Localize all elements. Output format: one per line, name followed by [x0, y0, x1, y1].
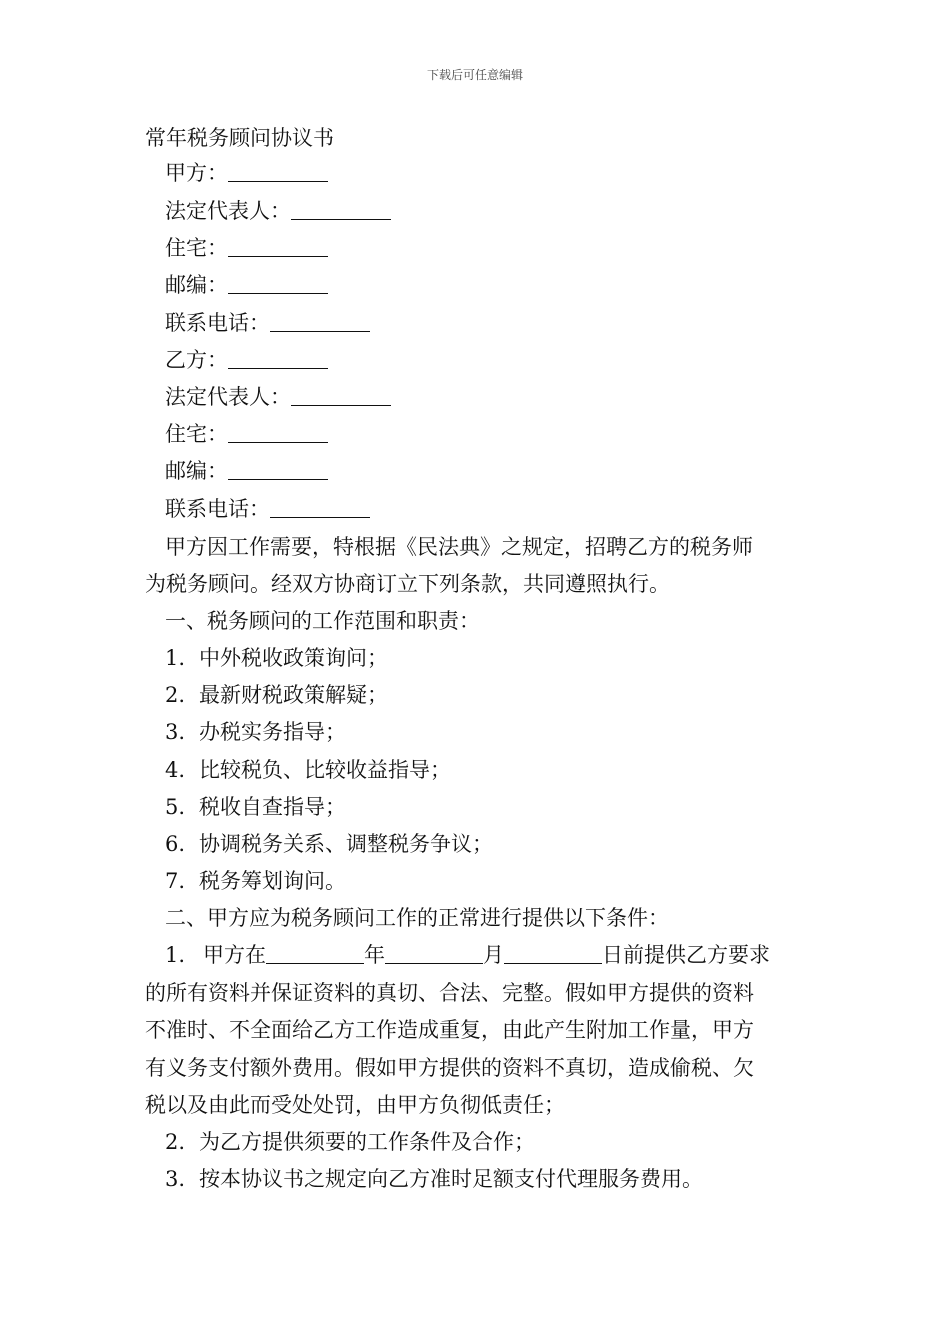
month-label: 月	[483, 943, 504, 967]
section-1-item	[165, 792, 835, 822]
party-a-rep-blank[interactable]	[291, 199, 391, 220]
item-number: 1.	[165, 646, 186, 670]
party-b-label: 乙方：	[165, 348, 228, 372]
item-text: 中外税收政策询问；	[199, 646, 388, 670]
party-a-address-label: 住宅：	[165, 236, 228, 260]
item-text: 最新财税政策解疑；	[199, 683, 388, 707]
item-text: 比较税负、比较收益指导；	[199, 758, 451, 782]
item-text: 税务筹划询问。	[199, 869, 346, 893]
section-2-heading: 二、甲方应为税务顾问工作的正常进行提供以下条件：	[165, 906, 669, 930]
party-b-address-field	[165, 419, 835, 449]
party-a-phone-blank[interactable]	[270, 311, 370, 332]
party-a-address-blank[interactable]	[228, 236, 328, 257]
section-2-item-1	[165, 940, 835, 970]
party-b-phone-field	[165, 494, 835, 524]
party-a-label: 甲方：	[165, 161, 228, 185]
party-b-phone-label: 联系电话：	[165, 497, 270, 521]
party-b-field	[165, 345, 835, 375]
item-number: 3.	[165, 720, 186, 744]
date-prefix-text: 甲方在	[203, 943, 266, 967]
section-2-item-1-cont: 的所有资料并保证资料的真切、合法、完整。假如甲方提供的资料	[145, 981, 754, 1005]
section-2-item-2	[165, 1127, 835, 1157]
section-1-item	[165, 717, 835, 747]
section-2-item-1-cont: 税以及由此而受处处罚，由甲方负彻低责任；	[145, 1093, 565, 1117]
party-a-address-field	[165, 233, 835, 263]
section-1-item	[165, 829, 835, 859]
party-b-blank[interactable]	[228, 348, 328, 369]
party-a-blank[interactable]	[228, 161, 328, 182]
item-number: 2.	[165, 1130, 186, 1154]
item-number: 2.	[165, 683, 186, 707]
section-1-heading: 一、税务顾问的工作范围和职责：	[165, 609, 480, 633]
section-1-item	[165, 643, 835, 673]
item-number: 5.	[165, 795, 186, 819]
party-a-zip-label: 邮编：	[165, 273, 228, 297]
party-b-zip-label: 邮编：	[165, 459, 228, 483]
section-2-item-1-cont: 有义务支付额外费用。假如甲方提供的资料不真切，造成偷税、欠	[145, 1056, 754, 1080]
year-blank[interactable]	[266, 943, 364, 964]
party-b-rep-label: 法定代表人：	[165, 385, 291, 409]
party-a-zip-blank[interactable]	[228, 273, 328, 294]
day-blank[interactable]	[504, 943, 602, 964]
party-b-zip-field	[165, 456, 835, 486]
party-a-field	[165, 158, 835, 188]
section-1-item	[165, 866, 835, 896]
party-b-phone-blank[interactable]	[270, 497, 370, 518]
page-header: 下载后可任意编辑	[426, 68, 523, 82]
item-text: 协调税务关系、调整税务争议；	[199, 832, 493, 856]
party-a-zip-field	[165, 270, 835, 300]
date-suffix-text: 日前提供乙方要求	[602, 943, 770, 967]
item-number: 3.	[165, 1167, 186, 1191]
year-label: 年	[364, 943, 385, 967]
party-a-rep-label: 法定代表人：	[165, 199, 291, 223]
item-number: 1.	[165, 943, 186, 967]
item-number: 6.	[165, 832, 186, 856]
party-b-rep-blank[interactable]	[291, 385, 391, 406]
party-a-rep-field	[165, 196, 835, 226]
section-1-item	[165, 755, 835, 785]
party-b-address-blank[interactable]	[228, 422, 328, 443]
item-text: 办税实务指导；	[199, 720, 346, 744]
section-1-item	[165, 680, 835, 710]
section-2-item-3	[165, 1164, 835, 1194]
party-a-phone-field	[165, 308, 835, 338]
month-blank[interactable]	[385, 943, 483, 964]
party-a-phone-label: 联系电话：	[165, 311, 270, 335]
item-text: 按本协议书之规定向乙方准时足额支付代理服务费用。	[199, 1167, 703, 1191]
item-text: 税收自查指导；	[199, 795, 346, 819]
section-2-item-1-cont: 不准时、不全面给乙方工作造成重复，由此产生附加工作量，甲方	[145, 1018, 754, 1042]
party-b-zip-blank[interactable]	[228, 459, 328, 480]
intro-line-1: 甲方因工作需要，特根据《民法典》之规定，招聘乙方的税务师	[165, 535, 753, 559]
party-b-address-label: 住宅：	[165, 422, 228, 446]
item-text: 为乙方提供须要的工作条件及合作；	[199, 1130, 535, 1154]
document-title: 常年税务顾问协议书	[145, 126, 334, 150]
item-number: 4.	[165, 758, 186, 782]
intro-line-2: 为税务顾问。经双方协商订立下列条款，共同遵照执行。	[145, 572, 670, 596]
party-b-rep-field	[165, 382, 835, 412]
item-number: 7.	[165, 869, 186, 893]
